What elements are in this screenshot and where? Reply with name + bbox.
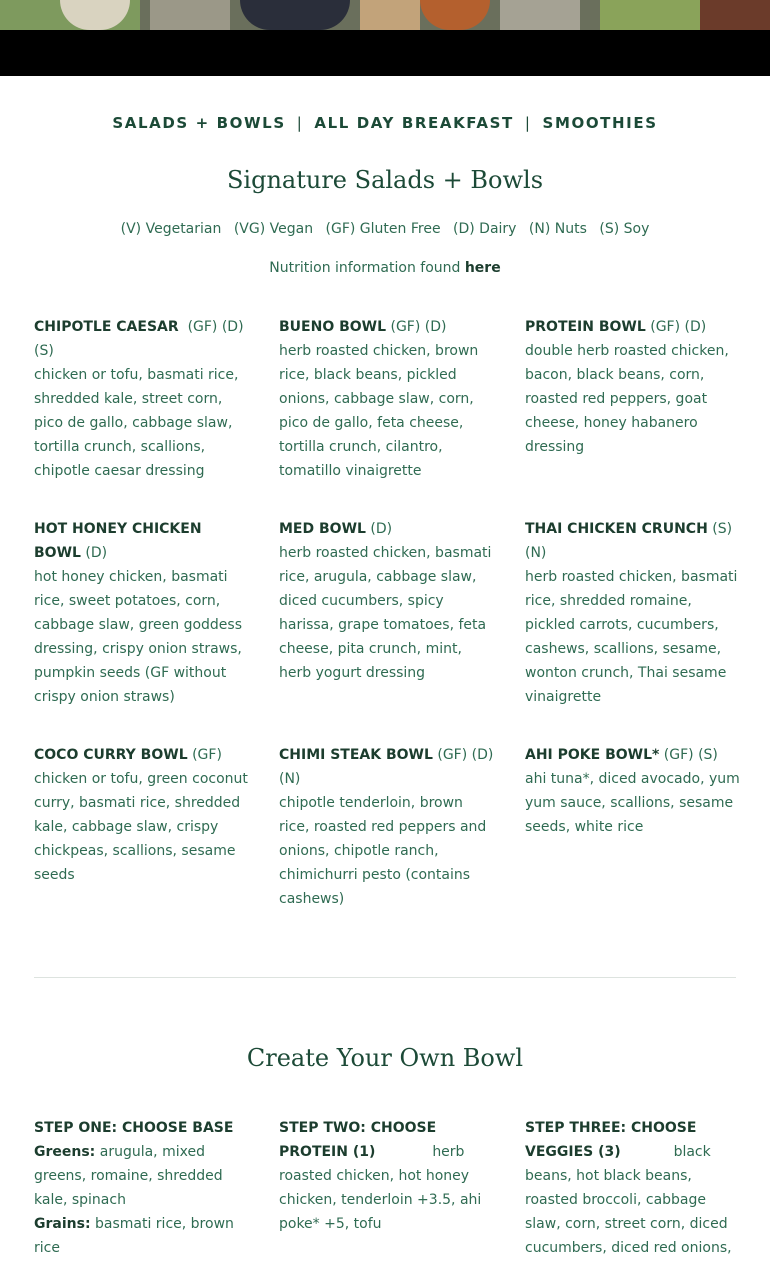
menu-item-chipotle-caesar xyxy=(34,315,249,483)
nutrition-info xyxy=(0,260,770,276)
item-name: HOT HONEY CHICKEN BOWL xyxy=(34,521,202,561)
menu-category-nav xyxy=(0,114,770,132)
nav-all-day-breakfast[interactable]: ALL DAY BREAKFAST xyxy=(314,114,514,132)
header-black-bar xyxy=(0,30,770,76)
item-description: chicken or tofu, basmati rice, shredded kale, street corn, pico de gallo, cabbage slaw, tortilla crunch, scallions, chipotle caesar dressing xyxy=(34,367,239,479)
legend-dairy: (D) Dairy xyxy=(453,221,517,237)
legend-soy: (S) Soy xyxy=(599,221,650,237)
step-one-choose-base xyxy=(34,1116,249,1260)
legend-nuts: (N) Nuts xyxy=(528,221,587,237)
step-three-choose-veggies xyxy=(525,1116,740,1260)
menu-item-ahi-poke-bowl xyxy=(525,743,740,839)
item-description: herb roasted chicken, brown rice, black beans, pickled onions, cabbage slaw, corn, pico de gallo, feta cheese, tortilla crunch, cilantro, tomatillo vinaigrette xyxy=(279,343,479,479)
item-name: AHI POKE BOWL* xyxy=(525,747,660,763)
item-tags: (GF) (D) (S) xyxy=(34,319,244,359)
nav-smoothies[interactable]: SMOOTHIES xyxy=(542,114,658,132)
item-description: herb roasted chicken, basmati rice, shredded romaine, pickled carrots, cucumbers, cashews, scallions, sesame, wonton crunch, Thai sesame vinaigrette xyxy=(525,569,738,705)
menu-item-coco-curry-bowl xyxy=(34,743,249,887)
item-name: MED BOWL xyxy=(279,521,366,537)
item-name: PROTEIN BOWL xyxy=(525,319,646,335)
item-name: CHIMI STEAK BOWL xyxy=(279,747,433,763)
menu-item-hot-honey-chicken-bowl xyxy=(34,517,249,709)
nav-separator: | xyxy=(524,114,532,132)
dietary-legend xyxy=(0,221,770,237)
menu-item-bueno-bowl xyxy=(279,315,494,483)
item-description: double herb roasted chicken, bacon, black beans, corn, roasted red peppers, goat cheese, honey habanero dressing xyxy=(525,343,729,455)
legend-vegan: (VG) Vegan xyxy=(233,221,314,237)
item-tags: (GF) (S) xyxy=(663,747,718,763)
item-description: herb roasted chicken, basmati rice, arugula, cabbage slaw, diced cucumbers, spicy harissa, grape tomatoes, feta cheese, pita crunch, mint, herb yogurt dressing xyxy=(279,545,492,681)
section-title-signature: Signature Salads + Bowls xyxy=(226,166,544,194)
menu-item-med-bowl xyxy=(279,517,494,685)
nav-separator: | xyxy=(296,114,304,132)
greens-options: arugula, mixed greens, romaine, shredded kale, spinach xyxy=(34,1144,223,1208)
item-name: THAI CHICKEN CRUNCH xyxy=(525,521,708,537)
legend-gluten-free: (GF) Gluten Free xyxy=(325,221,441,237)
hero-food-image xyxy=(0,0,770,30)
protein-options: herb roasted chicken, hot honey chicken, tenderloin +3.5, ahi poke* +5, tofu xyxy=(279,1144,482,1232)
step-two-choose-protein xyxy=(279,1116,494,1236)
step-title: STEP THREE: CHOOSE VEGGIES (3) xyxy=(525,1120,697,1160)
menu-item-chimi-steak-bowl xyxy=(279,743,494,911)
section-divider xyxy=(34,977,736,978)
menu-item-protein-bowl xyxy=(525,315,740,459)
step-title: STEP TWO: CHOOSE PROTEIN (1) xyxy=(279,1120,437,1160)
section-title-create-your-own: Create Your Own Bowl xyxy=(246,1044,524,1072)
item-name: COCO CURRY BOWL xyxy=(34,747,188,763)
grains-label: Grains: xyxy=(34,1216,91,1232)
grains-options: basmati rice, brown rice xyxy=(34,1216,234,1256)
veggie-options: black beans, hot black beans, roasted broccoli, cabbage slaw, corn, street corn, diced cucumbers, diced red onions, xyxy=(525,1144,732,1256)
item-description: chipotle tenderloin, brown rice, roasted red peppers and onions, chipotle ranch, chimichurri pesto (contains cashews) xyxy=(279,795,487,907)
item-tags: (GF) (D) xyxy=(650,319,707,335)
item-name: CHIPOTLE CAESAR xyxy=(34,319,179,335)
item-description: hot honey chicken, basmati rice, sweet potatoes, corn, cabbage slaw, green goddess dressing, crispy onion straws, pumpkin seeds (GF without crispy onion straws) xyxy=(34,569,243,705)
nav-salads-bowls[interactable]: SALADS + BOWLS xyxy=(112,114,286,132)
item-tags: (S) (N) xyxy=(525,521,733,561)
item-description: chicken or tofu, green coconut curry, basmati rice, shredded kale, cabbage slaw, crispy chickpeas, scallions, sesame seeds xyxy=(34,771,248,883)
nutrition-link[interactable]: here xyxy=(464,260,501,276)
item-description: ahi tuna*, diced avocado, yum yum sauce, scallions, sesame seeds, white rice xyxy=(525,771,740,835)
item-tags: (GF) xyxy=(192,747,222,763)
item-tags: (D) xyxy=(85,545,108,561)
step-title: STEP ONE: CHOOSE BASE xyxy=(34,1120,234,1136)
item-name: BUENO BOWL xyxy=(279,319,387,335)
nutrition-text: Nutrition information found xyxy=(269,260,465,276)
greens-label: Greens: xyxy=(34,1144,96,1160)
item-tags: (GF) (D) (N) xyxy=(279,747,494,787)
menu-item-thai-chicken-crunch xyxy=(525,517,740,709)
item-tags: (GF) (D) xyxy=(390,319,447,335)
item-tags: (D) xyxy=(370,521,393,537)
legend-vegetarian: (V) Vegetarian xyxy=(120,221,222,237)
